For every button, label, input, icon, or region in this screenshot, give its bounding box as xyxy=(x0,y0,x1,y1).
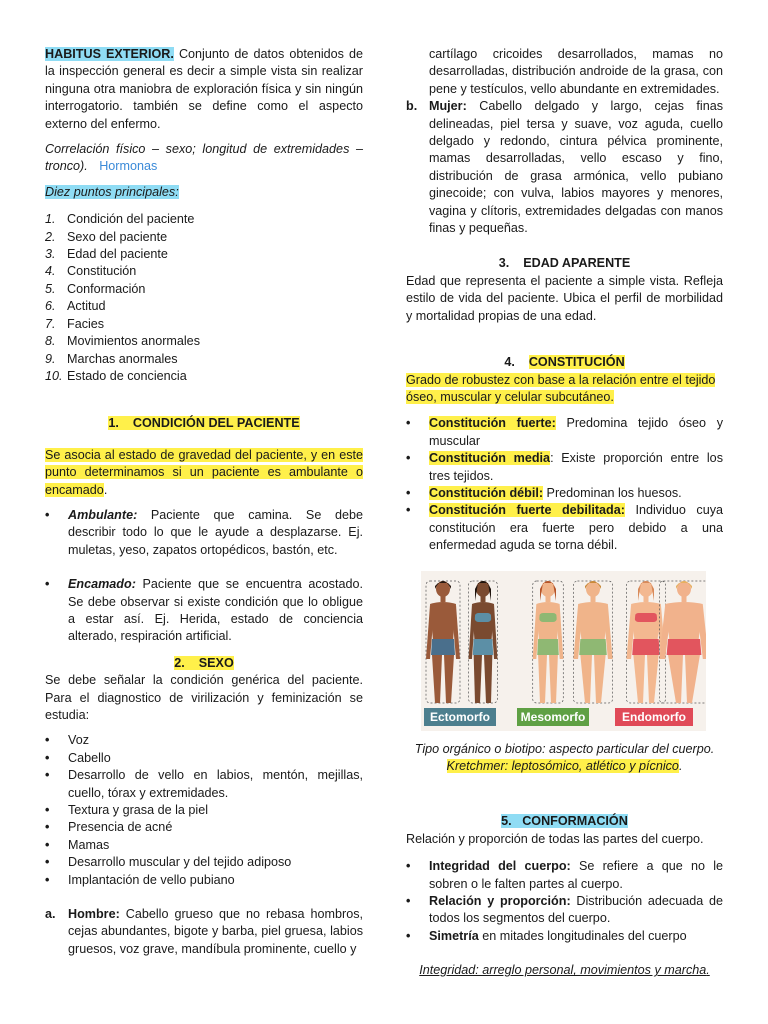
constitution-item-text: Predominan los huesos. xyxy=(543,485,682,500)
bottom-garment xyxy=(632,639,660,655)
conformation-item-text: Distribución adecuada de todos los segmentos del cuerpo. xyxy=(429,894,723,926)
right-leg xyxy=(647,655,659,703)
ten-points-item-label: Marchas anormales xyxy=(67,351,178,366)
right-leg xyxy=(549,655,558,703)
section-1-description xyxy=(45,447,363,499)
sex-criteria-item: • Textura y grasa de la piel xyxy=(45,802,363,819)
top-garment xyxy=(635,613,658,622)
left-column xyxy=(45,46,363,958)
ten-points-item xyxy=(45,298,363,315)
conformation-item-text: Se refiere a que no le sobren o le falten partes al cuerpo. xyxy=(429,859,724,891)
ten-points-item-number: 5. xyxy=(45,281,56,296)
constitution-item-text: : Existe proporción entre los tres tejidos. xyxy=(429,451,723,483)
bottom-garment xyxy=(431,639,455,655)
ten-points-title xyxy=(45,184,363,201)
top-garment xyxy=(475,613,492,622)
ten-points-item xyxy=(45,229,363,246)
section-3-description: Edad que representa el paciente a simple vista. Refleja estilo de vida del paciente. Ubica el perfil de morbilidad y mortalidad propias de una edad. xyxy=(406,273,723,323)
list-item-encamado xyxy=(45,576,363,646)
section-1-heading xyxy=(45,415,363,432)
hombre-marker: a. xyxy=(45,907,56,922)
constitution-item xyxy=(406,502,723,554)
right-leg xyxy=(444,655,454,703)
section-3-heading xyxy=(406,255,723,272)
body-type-label: Ectomorfo xyxy=(430,709,490,724)
ten-points-item xyxy=(45,333,363,350)
constitution-item xyxy=(406,450,723,485)
conformation-footer xyxy=(406,962,723,979)
right-leg xyxy=(484,655,492,703)
habitus-term: HABITUS EXTERIOR. xyxy=(45,47,174,61)
section-1-description-end: . xyxy=(103,482,108,497)
section-2-heading xyxy=(45,655,363,672)
ten-points-item-number: 1. xyxy=(45,212,56,227)
figure-caption-line-2-text: Kretchmer: leptosómico, atlético y pícnico xyxy=(446,758,679,773)
section-1-list xyxy=(45,507,363,646)
body-types-figure xyxy=(421,571,706,731)
hombre-item xyxy=(45,906,363,958)
torso-shape xyxy=(472,602,494,643)
right-leg xyxy=(594,655,606,703)
sex-criteria-item: • Cabello xyxy=(45,750,363,767)
ten-points-item xyxy=(45,263,363,280)
left-leg xyxy=(668,655,683,703)
left-leg xyxy=(580,655,592,703)
section-4-description xyxy=(406,372,723,407)
conformation-item xyxy=(406,893,723,928)
torso-shape xyxy=(631,602,661,643)
right-column xyxy=(406,46,723,980)
ten-points-item xyxy=(45,281,363,298)
body-types-illustration xyxy=(421,571,706,731)
constitution-item-term: Constitución fuerte: xyxy=(429,416,556,431)
encamado-term: Encamado: xyxy=(68,577,136,592)
neck-shape xyxy=(481,596,486,602)
ten-points-item xyxy=(45,351,363,368)
left-leg xyxy=(633,655,645,703)
neck-shape xyxy=(682,596,687,602)
encamado-text: Paciente que se encuentra acostado. Se debe observar si existe condición que lo obligue a estar así. Ej. Herida, estado de conciencia alterado, respiración artificial. xyxy=(68,577,363,644)
section-3-number: 3. xyxy=(498,256,510,271)
ten-points-item-label: Actitud xyxy=(67,299,106,314)
torso-shape xyxy=(430,602,456,643)
section-5-number: 5. xyxy=(501,814,512,829)
sex-criteria-item: • Desarrollo muscular y del tejido adiposo xyxy=(45,854,363,871)
sex-criteria-item: • Desarrollo de vello en labios, mentón, mejillas, cuello, tórax y extremidades. xyxy=(45,767,363,802)
ten-points-item-number: 3. xyxy=(45,247,56,262)
ten-points-item xyxy=(45,211,363,228)
ten-points-item-number: 7. xyxy=(45,316,56,331)
hombre-text: Cabello grueso que no rebasa hombros, cejas abundantes, bigote y barba, piel gruesa, labios gruesos, voz grave, mandíbula prominente, cuello y xyxy=(68,907,363,956)
ambulante-term: Ambulante: xyxy=(68,507,138,522)
ten-points-item-label: Facies xyxy=(67,316,105,331)
correlation-text: Correlación físico – sexo; longitud de extremidades – tronco). xyxy=(45,142,363,174)
sex-criteria-item: • Implantación de vello pubiano xyxy=(45,872,363,889)
section-1-heading-text xyxy=(108,416,299,430)
section-5-list xyxy=(406,858,723,945)
correlation-line xyxy=(45,141,363,176)
section-5-description: Relación y proporción de todas las partes del cuerpo. xyxy=(406,831,704,846)
mujer-item xyxy=(406,98,723,237)
section-5-heading xyxy=(406,813,723,830)
section-4-number: 4. xyxy=(504,355,515,370)
hombre-term: Hombre: xyxy=(68,907,120,922)
conformation-item-term: Simetría xyxy=(429,928,479,943)
left-leg xyxy=(474,655,482,703)
ten-points-item-label: Condición del paciente xyxy=(67,212,195,227)
torso-shape xyxy=(665,602,703,643)
bottom-garment xyxy=(473,639,493,655)
section-4-list xyxy=(406,415,723,554)
ten-points-list xyxy=(45,211,363,385)
ten-points-item xyxy=(45,316,363,333)
conformation-item-term: Integridad del cuerpo: xyxy=(429,859,571,874)
body-type-label: Mesomorfo xyxy=(520,709,586,724)
section-2-title: SEXO xyxy=(198,655,234,670)
top-garment xyxy=(539,613,557,622)
body-type-label: Endomorfo xyxy=(622,709,686,724)
ten-points-item-label: Constitución xyxy=(67,264,137,279)
constitution-item-text: Individuo cuya constitución era fuerte pero debido a una enfermedad aguda se torna débil. xyxy=(429,503,723,553)
ten-points-title-text: Diez puntos principales: xyxy=(45,184,179,199)
ten-points-item-label: Conformación xyxy=(67,281,146,296)
constitution-item-term: Constitución media xyxy=(429,451,551,466)
section-4-title: CONSTITUCIÓN xyxy=(528,355,625,370)
section-5-title: CONFORMACIÓN xyxy=(522,814,628,829)
mujer-text: Cabello delgado y largo, cejas finas delineadas, piel tersa y suave, voz aguda, cuello delgado y redondo, cintura pélvica prominente, mamas desarrolladas, vello escaso y fino, distribución de grasa armónica, vello pubiano ginecoide; con vulva, labios mayores y menores, vagina y clítoris, extremidades delgadas con manos finas y pequeñas. xyxy=(429,99,723,236)
ten-points-item-number: 2. xyxy=(45,229,56,244)
figure-caption-line-2-end: . xyxy=(678,758,683,773)
ten-points-item-label: Movimientos anormales xyxy=(67,334,200,349)
section-2-number: 2. xyxy=(174,655,185,670)
figure-caption-line-2 xyxy=(406,758,723,775)
conformation-item xyxy=(406,858,723,893)
section-3-title: EDAD APARENTE xyxy=(523,256,631,271)
constitution-item-text: Predomina tejido óseo y muscular xyxy=(429,416,723,448)
neck-shape xyxy=(441,596,446,602)
conformation-item xyxy=(406,928,723,945)
sex-criteria-item: • Presencia de acné xyxy=(45,819,363,836)
section-2-description: Se debe señalar la condición genérica del paciente. Para el diagnostico de virilización y feminización se estudia: xyxy=(45,673,363,722)
neck-shape xyxy=(546,596,551,602)
sex-criteria-item: • Mamas xyxy=(45,837,363,854)
ten-points-item-label: Estado de conciencia xyxy=(67,368,187,383)
ten-points-item xyxy=(45,368,363,385)
section-1-number: 1. xyxy=(108,416,119,431)
ten-points-item-number: 6. xyxy=(45,299,56,314)
left-leg xyxy=(538,655,547,703)
ten-points-item-number: 9. xyxy=(45,351,56,366)
ten-points-item-label: Edad del paciente xyxy=(67,247,168,262)
bottom-garment xyxy=(667,639,702,655)
conformation-item-text: en mitades longitudinales del cuerpo xyxy=(478,928,687,943)
section-4-description-text: Grado de robustez con base a la relación entre el tejido óseo, muscular y celular subcutáneo. xyxy=(406,372,716,404)
constitution-item xyxy=(406,415,723,450)
torso-shape xyxy=(536,602,559,643)
section-2-list xyxy=(45,732,363,889)
section-4-heading xyxy=(406,354,723,371)
mujer-marker: b. xyxy=(406,99,418,114)
section-1-description-text: Se asocia al estado de gravedad del paciente, y en este punto determinamos si un paciente es ambulante o encamado xyxy=(45,447,363,497)
neck-shape xyxy=(644,596,649,602)
bottom-garment xyxy=(537,639,559,655)
ten-points-item-number: 4. xyxy=(45,264,56,279)
neck-shape xyxy=(591,596,596,602)
intro-text: Conjunto de datos obtenidos de la inspección general es decir a simple vista sin realizar ninguna otra maniobra de exploración física y sin ningún interrogatorio. también se define como el aspecto externo del enfermo. xyxy=(45,47,363,131)
mujer-term: Mujer: xyxy=(429,99,467,114)
hombre-continuation: cartílago cricoides desarrollados, mamas no desarrolladas, distribución androide de la grasa, con pene y testículos, vello abundante en extremidades. xyxy=(429,47,723,96)
conformation-footer-end: . xyxy=(706,963,710,978)
constitution-item-term: Constitución fuerte debilitada: xyxy=(429,503,625,518)
torso-shape xyxy=(578,602,608,643)
conformation-footer-text: Integridad: arreglo personal, movimientos y marcha xyxy=(419,963,707,978)
right-leg xyxy=(685,655,700,703)
list-item-ambulante xyxy=(45,507,363,559)
intro-paragraph xyxy=(45,46,363,133)
ten-points-item-number: 10. xyxy=(45,368,63,383)
figure-caption-line-1: Tipo orgánico o biotipo: aspecto particular del cuerpo. xyxy=(414,741,715,756)
constitution-item xyxy=(406,485,723,502)
ten-points-item-number: 8. xyxy=(45,334,56,349)
constitution-item-term: Constitución débil: xyxy=(429,485,544,500)
section-2-heading-text xyxy=(174,656,234,670)
hormonas-annotation: Hormonas xyxy=(99,159,158,174)
ambulante-text: Paciente que camina. Se debe describir todo lo que le ayude a desplazarse. Ej. muletas, yeso, zapatos ortopédicos, bastón, etc. xyxy=(68,507,363,557)
conformation-item-term: Relación y proporción: xyxy=(429,894,571,908)
sex-criteria-item: • Voz xyxy=(45,732,363,749)
left-leg xyxy=(432,655,442,703)
section-1-title: CONDICIÓN DEL PACIENTE xyxy=(132,416,300,431)
section-5-heading-text xyxy=(501,814,628,828)
bottom-garment xyxy=(579,639,607,655)
ten-points-item-label: Sexo del paciente xyxy=(67,229,168,244)
ten-points-item xyxy=(45,246,363,263)
